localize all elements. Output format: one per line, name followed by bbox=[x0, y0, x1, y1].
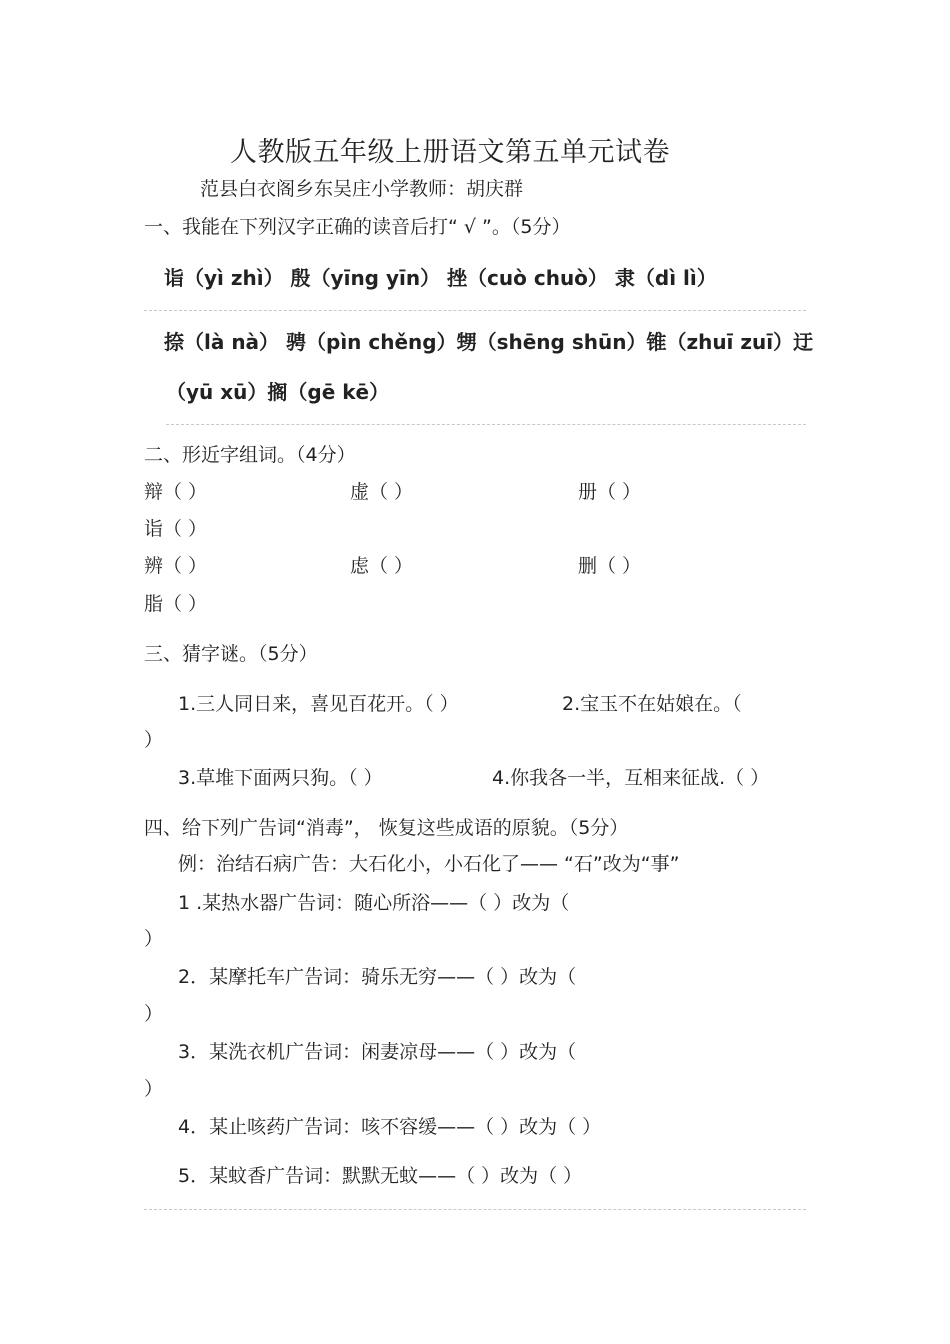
word-blank[interactable]: 虑（ ） bbox=[350, 555, 414, 577]
pinyin-line-3: （yū xū）搁（gē kē） bbox=[166, 380, 390, 404]
word-blank[interactable]: 辨（ ） bbox=[144, 555, 208, 577]
riddle-2-end: ） bbox=[144, 729, 164, 751]
word-blank[interactable]: 册（ ） bbox=[578, 481, 642, 503]
section-4-heading: 四、给下列广告词“消毒”， 恢复这些成语的原貌。（5分） bbox=[144, 817, 629, 839]
word-blank[interactable]: 诣（ ） bbox=[144, 518, 208, 540]
page-subtitle: 范县白衣阁乡东吴庄小学教师：胡庆群 bbox=[200, 178, 524, 200]
pinyin-line-1: 诣（yì zhì） 殷（yīng yīn） 挫（cuò chuò） 隶（dì lì） bbox=[164, 266, 717, 290]
riddle-2: 2.宝玉不在姑娘在。（ bbox=[562, 693, 742, 715]
dashed-divider bbox=[144, 1209, 806, 1210]
dashed-divider bbox=[166, 424, 806, 425]
ad-item-1-end: ） bbox=[144, 928, 164, 950]
ad-item-5: 5．某蚊香广告词：默默无蚊——（ ）改为（ ） bbox=[178, 1165, 583, 1187]
ad-item-4: 4．某止咳药广告词：咳不容缓——（ ）改为（ ） bbox=[178, 1116, 602, 1138]
ad-item-3: 3．某洗衣机广告词：闲妻凉母——（ ）改为（ bbox=[178, 1041, 577, 1063]
riddle-4: 4.你我各一半，互相来征战.（ ） bbox=[492, 767, 770, 789]
word-blank[interactable]: 删（ ） bbox=[578, 555, 642, 577]
riddle-3: 3.草堆下面两只狗。（ ） bbox=[178, 767, 383, 789]
section-2-heading: 二、形近字组词。（4分） bbox=[144, 444, 356, 466]
ad-item-2-end: ） bbox=[144, 1003, 164, 1025]
section-1-heading: 一、我能在下列汉字正确的读音后打“ √ ”。（5分） bbox=[144, 216, 571, 238]
word-blank[interactable]: 辩（ ） bbox=[144, 481, 208, 503]
ad-item-1: 1 .某热水器广告词：随心所浴——（ ）改为（ bbox=[178, 892, 570, 914]
ad-item-3-end: ） bbox=[144, 1078, 164, 1100]
ad-item-2: 2．某摩托车广告词：骑乐无穷——（ ）改为（ bbox=[178, 966, 577, 988]
riddle-1: 1.三人同日来，喜见百花开。（ ） bbox=[178, 693, 459, 715]
word-blank[interactable]: 虚（ ） bbox=[350, 481, 414, 503]
example-line: 例：治结石病广告：大石化小，小石化了—— “石”改为“事” bbox=[178, 853, 680, 875]
word-blank[interactable]: 脂（ ） bbox=[144, 593, 208, 615]
pinyin-line-2: 捺（là nà） 骋（pìn chěng）甥（shēng shūn）锥（zhuī zuī）迂 bbox=[164, 330, 814, 354]
section-3-heading: 三、猜字谜。（5分） bbox=[144, 643, 318, 665]
page-title: 人教版五年级上册语文第五单元试卷 bbox=[230, 137, 670, 168]
dashed-divider bbox=[144, 310, 806, 311]
